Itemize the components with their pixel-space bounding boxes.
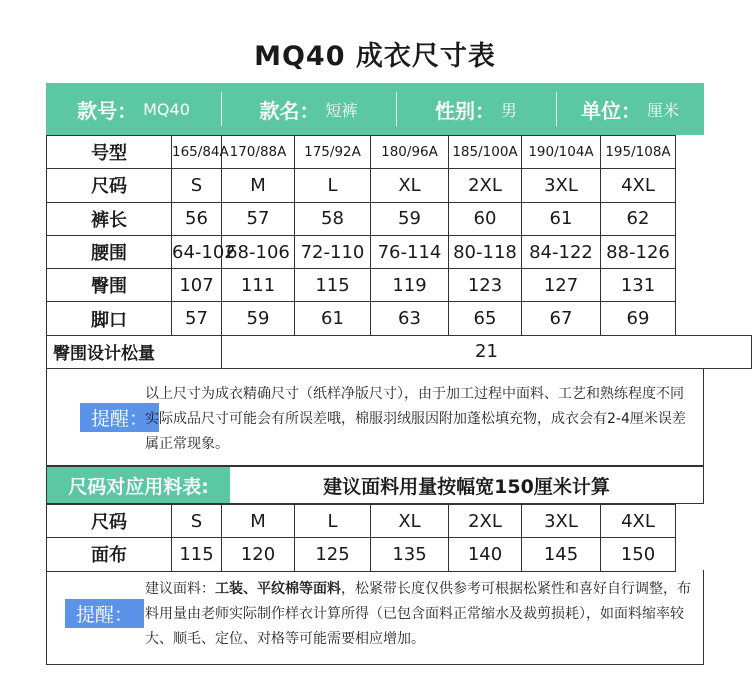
table-cell: 185/100A — [449, 136, 522, 169]
reminder-text — [145, 577, 697, 652]
size-table — [46, 135, 752, 369]
table-row — [47, 235, 752, 268]
table-cell: XL — [371, 169, 449, 202]
table-cell: S — [172, 505, 222, 538]
table-cell: 61 — [295, 302, 371, 335]
row-label: 面布 — [47, 538, 172, 571]
unit-cell — [556, 83, 704, 135]
table-cell: 2XL — [449, 505, 522, 538]
fabric-suggestion-types: 工装、平纹棉等面料 — [215, 581, 341, 597]
reminder-text: 以上尺寸为成衣精确尺寸（纸样净版尺寸），由于加工过程中面料、工艺和熟练程度不同实际成品尺寸可能会有所误差哦，棉服羽绒服因附加蓬松填充物，成衣会有2-4厘米误差属正常现象。 — [145, 386, 686, 452]
table-cell: 65 — [449, 302, 522, 335]
table-cell: 57 — [222, 202, 295, 235]
table-cell: 88-126 — [601, 235, 676, 268]
info-bar — [46, 83, 704, 135]
table-cell: 67 — [522, 302, 601, 335]
fabric-suggestion-prefix: 建议面料： — [145, 581, 215, 597]
table-cell: 69 — [601, 302, 676, 335]
table-cell: 120 — [222, 538, 295, 571]
reminder-box-1 — [46, 368, 704, 466]
ease-row — [47, 335, 752, 368]
reminder-badge: 提醒： — [65, 599, 144, 628]
gender-value: 男 — [500, 100, 517, 120]
style-number-value: MQ40 — [143, 99, 190, 119]
table-cell: 57 — [172, 302, 222, 335]
table-cell: 58 — [295, 202, 371, 235]
table-cell: 131 — [601, 269, 676, 302]
table-cell: 76-114 — [371, 235, 449, 268]
row-label: 臀围 — [47, 269, 172, 302]
row-label: 裤长 — [47, 202, 172, 235]
style-name-value: 短裤 — [325, 100, 358, 120]
table-cell: 63 — [371, 302, 449, 335]
table-cell: 165/84A — [172, 136, 222, 169]
table-cell: 195/108A — [601, 136, 676, 169]
table-cell: 4XL — [601, 169, 676, 202]
table-row — [47, 269, 752, 302]
usage-header — [46, 466, 704, 504]
table-cell: S — [172, 169, 222, 202]
table-cell: 111 — [222, 269, 295, 302]
table-cell: 175/92A — [295, 136, 371, 169]
table-cell: L — [295, 505, 371, 538]
unit-label: 单位： — [580, 98, 641, 123]
table-cell: M — [222, 169, 295, 202]
table-cell: 115 — [172, 538, 222, 571]
reminder-box-2 — [46, 570, 704, 665]
table-cell: 135 — [371, 538, 449, 571]
style-name-label: 款名： — [259, 98, 320, 123]
page-title: MQ40 成衣尺寸表 — [254, 41, 496, 72]
table-cell: 150 — [601, 538, 676, 571]
row-label: 号型 — [47, 136, 172, 169]
table-cell: 84-122 — [522, 235, 601, 268]
row-label: 脚口 — [47, 302, 172, 335]
style-name-cell — [221, 83, 396, 135]
usage-table-label: 尺码对应用料表: — [47, 467, 230, 503]
gender-cell — [396, 83, 556, 135]
usage-width-note: 建议面料用量按幅宽150厘米计算 — [323, 475, 610, 498]
table-cell: 123 — [449, 269, 522, 302]
table-cell: 64-102 — [172, 235, 222, 268]
table-row — [47, 136, 752, 169]
table-cell: 145 — [522, 538, 601, 571]
fabric-suggestion-text: ，松紧带长度仅供参考可根据松紧性和喜好自行调整，布料用量由老师实际制作样衣计算所得（已包含面料正常缩水及裁剪损耗），如面料缩率较大、顺毛、定位、对格等可能需要相应增加。 — [145, 581, 691, 647]
table-cell: 80-118 — [449, 235, 522, 268]
table-cell: 59 — [222, 302, 295, 335]
table-cell: 127 — [522, 269, 601, 302]
table-cell: 3XL — [522, 505, 601, 538]
table-cell: 107 — [172, 269, 222, 302]
table-cell: 125 — [295, 538, 371, 571]
reminder-badge: 提醒： — [80, 403, 159, 432]
table-cell: 119 — [371, 269, 449, 302]
table-cell: 56 — [172, 202, 222, 235]
style-number-label: 款号： — [77, 98, 138, 123]
table-row — [47, 538, 752, 571]
table-cell: L — [295, 169, 371, 202]
table-cell: 190/104A — [522, 136, 601, 169]
table-cell: 115 — [295, 269, 371, 302]
table-cell: 61 — [522, 202, 601, 235]
ease-value: 21 — [222, 335, 752, 368]
table-cell: M — [222, 505, 295, 538]
gender-label: 性别： — [434, 98, 495, 123]
ease-label: 臀围设计松量 — [47, 335, 222, 368]
table-cell: 3XL — [522, 169, 601, 202]
row-label: 腰围 — [47, 235, 172, 268]
table-cell: XL — [371, 505, 449, 538]
table-cell: 72-110 — [295, 235, 371, 268]
style-number-cell — [46, 83, 221, 135]
table-cell: 4XL — [601, 505, 676, 538]
table-cell: 140 — [449, 538, 522, 571]
table-cell: 2XL — [449, 169, 522, 202]
table-row — [47, 169, 752, 202]
unit-value: 厘米 — [646, 100, 679, 120]
row-label: 尺码 — [47, 505, 172, 538]
table-row — [47, 505, 752, 538]
table-cell: 180/96A — [371, 136, 449, 169]
table-row — [47, 202, 752, 235]
table-row — [47, 302, 752, 335]
table-cell: 59 — [371, 202, 449, 235]
table-cell: 170/88A — [222, 136, 295, 169]
fabric-usage-table — [46, 504, 752, 572]
table-cell: 60 — [449, 202, 522, 235]
table-cell: 62 — [601, 202, 676, 235]
row-label: 尺码 — [47, 169, 172, 202]
table-cell: 68-106 — [222, 235, 295, 268]
